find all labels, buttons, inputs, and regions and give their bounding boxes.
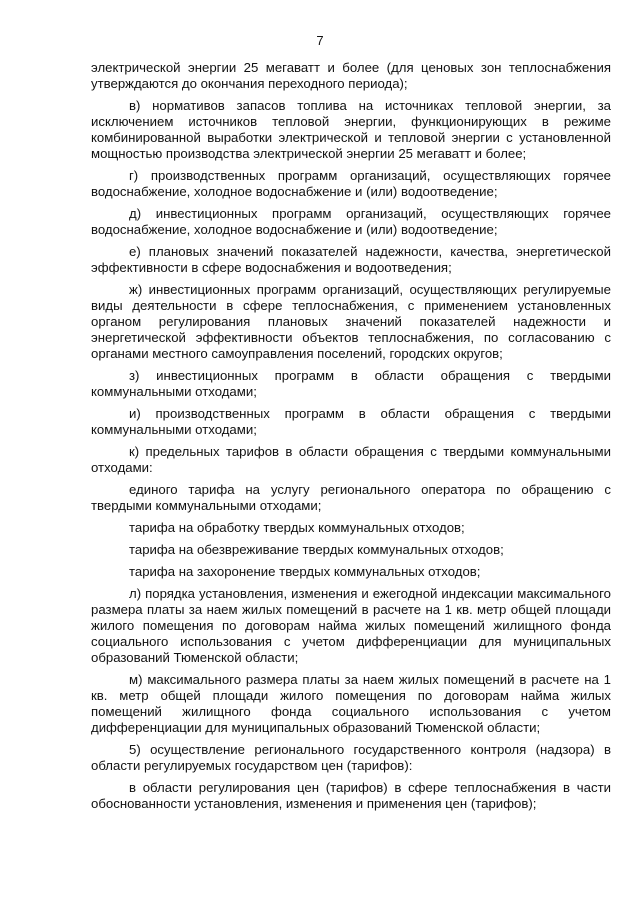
paragraph: в области регулирования цен (тарифов) в сфере теплоснабжения в части обоснованности установления, изменения и применения цен (тарифов); <box>91 780 611 811</box>
paragraph: и) производственных программ в области обращения с твердыми коммунальными отходами; <box>91 406 611 437</box>
paragraph: д) инвестиционных программ организаций, осуществляющих горячее водоснабжение, холодное водоснабжение и (или) водоотведение; <box>91 206 611 237</box>
paragraph: единого тарифа на услугу регионального оператора по обращению с твердыми коммунальными отходами; <box>91 482 611 513</box>
page-number: 7 <box>316 33 324 48</box>
paragraph: л) порядка установления, изменения и ежегодной индексации максимального размера платы за наем жилых помещений в расчете на 1 кв. метр общей площади жилого помещения по договорам найма жилых помещений жилищного фонда социального использования с учетом дифференциации для муниципальных образований Тюменской области; <box>91 586 611 665</box>
paragraph: тарифа на обработку твердых коммунальных отходов; <box>129 520 465 535</box>
paragraph: к) предельных тарифов в области обращения с твердыми коммунальными отходами: <box>91 444 611 475</box>
paragraph: е) плановых значений показателей надежности, качества, энергетической эффективности в сфере водоснабжения и водоотведения; <box>91 244 611 275</box>
document-body <box>91 60 611 818</box>
paragraph: м) максимального размера платы за наем жилых помещений в расчете на 1 кв. метр общей площади жилого помещения по договорам найма жилых помещений жилищного фонда социального использования с учетом дифференциации для муниципальных образований Тюменской области; <box>91 672 611 735</box>
paragraph: 5) осуществление регионального государственного контроля (надзора) в области регулируемых государством цен (тарифов): <box>91 742 611 773</box>
paragraph: электрической энергии 25 мегаватт и более (для ценовых зон теплоснабжения утверждаются до окончания переходного периода); <box>91 60 611 91</box>
paragraph: з) инвестиционных программ в области обращения с твердыми коммунальными отходами; <box>91 368 611 399</box>
paragraph: в) нормативов запасов топлива на источниках тепловой энергии, за исключением источников тепловой энергии, функционирующих в режиме комбинированной выработки электрической и тепловой энергии с установленной мощностью производства электрической энергии 25 мегаватт и более; <box>91 98 611 161</box>
paragraph: тарифа на обезвреживание твердых коммунальных отходов; <box>129 542 504 557</box>
paragraph: г) производственных программ организаций, осуществляющих горячее водоснабжение, холодное водоснабжение и (или) водоотведение; <box>91 168 611 199</box>
paragraph: ж) инвестиционных программ организаций, осуществляющих регулируемые виды деятельности в сфере теплоснабжения, с применением установленных органом регулирования плановых значений показателей надежности и энергетической эффективности объектов теплоснабжения, по согласованию с органами местного самоуправления поселений, городских округов; <box>91 282 611 361</box>
paragraph: тарифа на захоронение твердых коммунальных отходов; <box>129 564 481 579</box>
